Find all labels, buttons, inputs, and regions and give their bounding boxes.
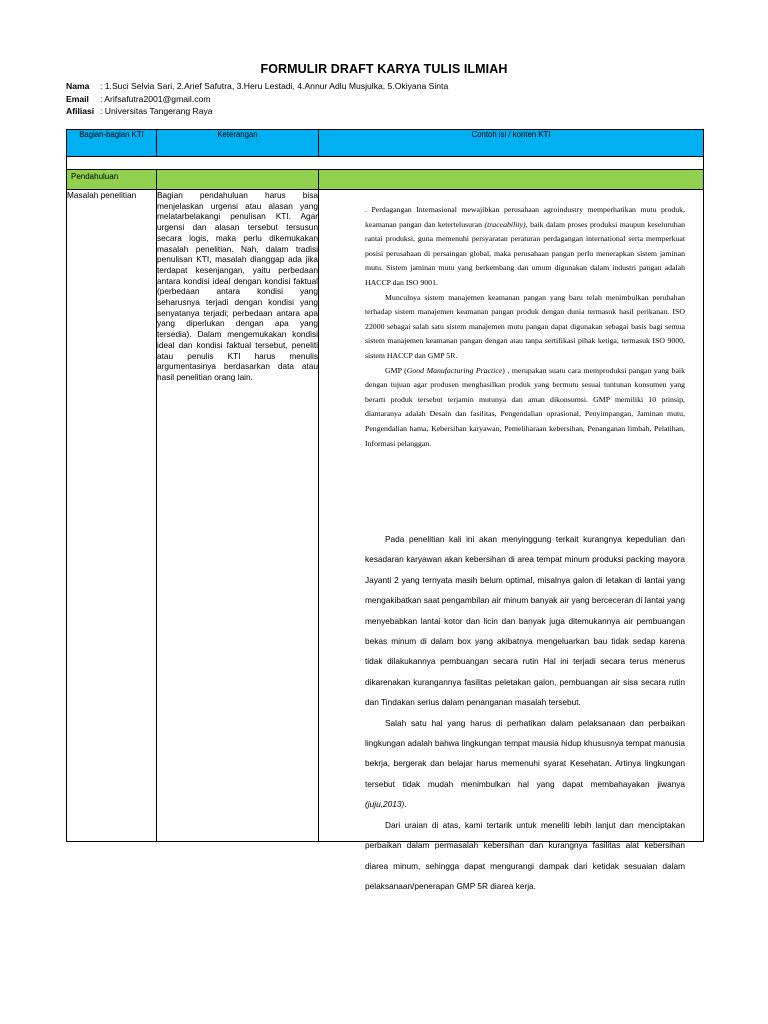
section-row: [67, 170, 704, 190]
author-info: [66, 80, 448, 118]
row-label: Masalah penelitian: [67, 190, 157, 842]
meta-label: Nama: [66, 81, 90, 91]
text-run: Dari uraian di atas, kami tertarik untuk meneliti lebih lanjut dan menciptakan perbaikan dalam permasalah kebersihan dan kurangnya fasilitas alat kebersihan diarea minum, sehingga dapat mengurangi dampak dari ketidak sesuaian dalam pelaksanaan/penerapan GMP 5R diarea kerja.: [365, 819, 685, 891]
kti-table: [66, 129, 704, 891]
text-run: Pada penelitian kali ini akan menyinggung terkait kurangnya kepedulian dan kesadaran karyawan akan kebersihan di area tempat minum produksi packing mayora Jayanti 2 yang ternyata masih belum optimal, misalnya galon di letakan di lantai yang mengakibatkan saat pengambilan air minum banyak air yang berceceran di lantai yang menyebabkan lantai kotor dan licin dan banyak juga ditemukannya air pembuangan bekas minum di dalam box yang akibatnya mengeluarkan bau tidak sedap karena tidak dilakukannya pembuangan secara rutin Hal ini terjadi secara terus menerus dikarenakan kurangannya fasilitas peletakan galon, pembuangan air sisa secara rutin dan Tindakan serius dalam penanganan masalah tersebut.: [365, 534, 685, 708]
table-header-row: [67, 130, 704, 157]
text-run: ) , merupakan suatu cara memproduksi pangan yang baik dengan tujuan agar produsen menghasilkan produk yang bermutu sesuai tuntunan konsumen yang berarti produk tersebut terjamin mutunya dan aman dikonsumsi. GMP memiliki 10 prinsip, diantaranya adalah Desain dan fasilitas, Pengendalian oprasional, Penyimpangan, Jaminan mutu, Pengendalian hama, Kebersihan karyawan, Pemeliharaan kebersihan, Penanganan limbah, Pelatihan, Informasi pelanggan.: [365, 365, 686, 448]
paragraph: [365, 203, 685, 291]
text-run: Salah satu hal yang harus di perhatikan dalam pelaksanaan dan perbaikan lingkungan adalah bahwa lingkungan tempat mausia hidup khususnya tempat manusia bekrja, bergerak dan belajar harus memenuhi syarat Kesehatan. Artinya lingkungan tersebut tidak mudah menimbulkan hal yang dapat membahayakan jiwanya: [365, 717, 685, 789]
spacer-cell: [319, 157, 704, 170]
meta-label: Afiliasi: [66, 106, 95, 116]
paragraph: [365, 713, 685, 815]
meta-row-afiliasi: [66, 105, 448, 118]
text-run: Munculnya sistem manajemen keamanan pangan yang baru telah menimbulkan perubahan terhadap sistem manajemen keamanan pangan produk dengan dunia termasuk hasil perikanan. ISO 22000 sebagai salah satu sistem manajemen mutu pangan dapat digunakan sebagai basis bagi semua sistem manajemen keamanan pangan dengan atau tanpa sertifikasi pihak ketiga, termasuk ISO 9000, sistem HACCP dan GMP 5R.: [365, 292, 685, 360]
section-cell: [319, 170, 704, 190]
text-run: . Perdagangan Internasional mewajibkan perusahaan agroindustry memperhatikan mutu produk, keamanan pangan dan ketertelusuran: [365, 205, 685, 229]
meta-value: : 1.Suci Selvia Sari, 2.Arief Safutra, 3.Heru Lestadi, 4.Annur Adlu Musjulka, 5.Okiyana Sinta: [100, 81, 449, 91]
italic-run: Good Manufacturing Practice: [406, 365, 503, 375]
header-cell: Keterangan: [157, 130, 319, 157]
meta-value: : Universitas Tangerang Raya: [100, 106, 213, 116]
section-cell: [157, 170, 319, 190]
header-cell: Contoh isi / konten KTI: [319, 130, 704, 157]
content-cell: [319, 190, 704, 891]
spacer-row: [67, 157, 704, 170]
paragraph: [365, 364, 685, 452]
content-serif-block: [319, 203, 703, 451]
italic-run: (traceability): [484, 219, 526, 229]
form-title: FORMULIR DRAFT KARYA TULIS ILMIAH: [260, 62, 508, 76]
text-run: GMP (: [385, 365, 407, 375]
paragraph: [365, 529, 685, 713]
text-run: .: [404, 799, 407, 810]
paragraph: [365, 291, 685, 364]
text-run: , baik dalam proses produksi maupun keseluruhan rantai produksi, guna memenuhi persyaratan peraturan perdagangan international serta memperkuat posisi perusahaan di persaingan global, maka perusahaan pangan perlu menerapkan sistem jaminan mutu. Sistem jaminan mutu yang berkembang dan umum digunakan dalam industri pangan adalah HACCP dan ISO 9001.: [365, 219, 685, 287]
spacer-cell: [67, 157, 157, 170]
italic-run: (juju,2013): [365, 799, 405, 810]
meta-row-email: [66, 93, 448, 106]
table-row: [67, 190, 704, 842]
header-cell: Bagian-bagian KTI: [67, 130, 157, 157]
section-title: Pendahuluan: [67, 170, 157, 190]
paragraph: [365, 815, 685, 897]
spacer-cell: [157, 157, 319, 170]
meta-value: : Arifsafutra2001@gmail.com: [100, 93, 211, 104]
keterangan-text: Bagian pendahuluan harus bisa menjelaskan urgensi atau alasan yang melatarbelakangi penulisan KTI. Agar urgensi dan alasan tersebut tersusun secara logis, maka perlu dikemukakan masalah penelitian. Nah, dalam tradisi penulisan KTI, masalah dianggap ada jika terdapat kesenjangan, yaitu perbedaan antara kondisi ideal dengan kondisi faktual (perbedaan antara kondisi yang seharusnya terjadi dengan kondisi yang senyatanya terjadi; perbedaan antara apa yang diperlukan dengan apa yang tersedia). Dalam mengemukakan kondisi ideal dan kondisi faktual tersebut, peneliti atau penulis KTI harus menulis argumentasinya berdasarkan data atau hasil penelitian orang lain.: [157, 190, 319, 842]
meta-row-nama: [66, 80, 448, 93]
meta-label: Email: [66, 93, 89, 104]
content-sans-block: [319, 529, 703, 896]
